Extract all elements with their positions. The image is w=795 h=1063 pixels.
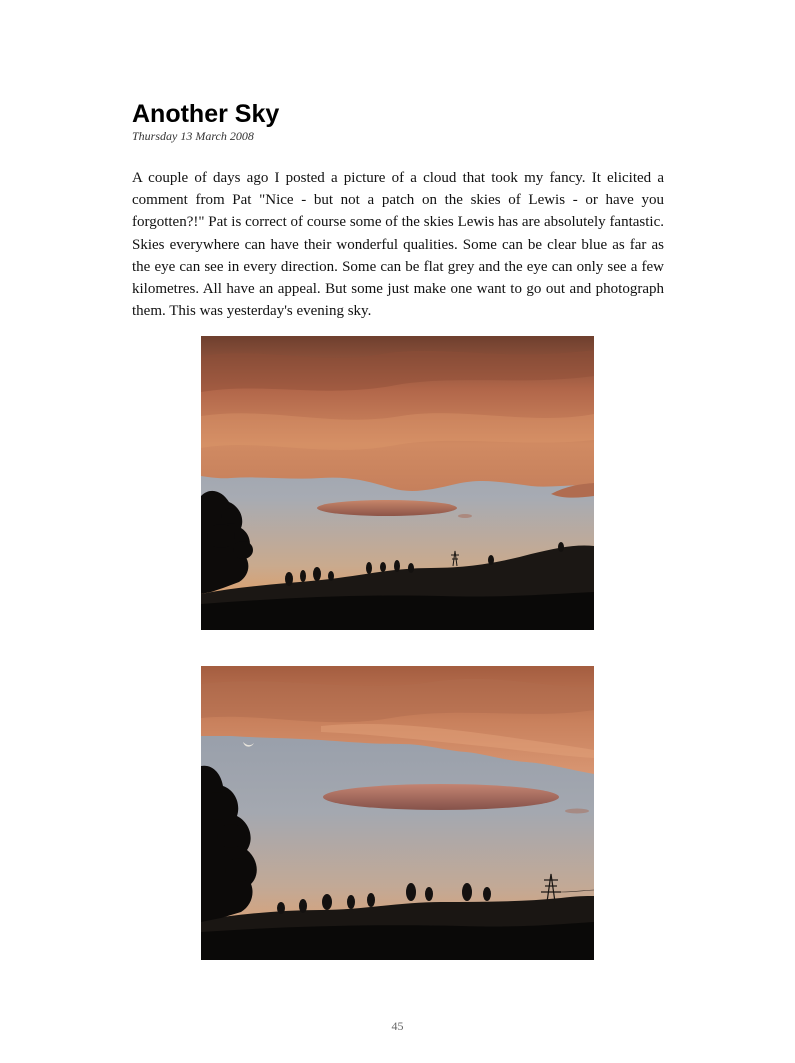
article-date: Thursday 13 March 2008 bbox=[132, 129, 254, 143]
sunset-sky-photo-1 bbox=[201, 336, 594, 630]
page-number: 45 bbox=[391, 1019, 404, 1033]
article-body: A couple of days ago I posted a picture of a cloud that took my fancy. It elicited a comment from Pat "Nice - but not a patch on the skies of Lewis - or have you forgotten?!" Pat is correct of course some of the skies Lewis has are absolutely fantastic. Skies everywhere can have their wonderful qualities. Some can be clear blue as far as the eye can see in every direction. Some can be flat grey and the eye can only see a few kilometres. All have an appeal. But some just make one want to go out and photograph them. This was yesterday's evening sky. bbox=[132, 170, 664, 320]
sunset-sky-photo-2 bbox=[201, 666, 594, 960]
article-title: Another Sky bbox=[132, 100, 280, 128]
